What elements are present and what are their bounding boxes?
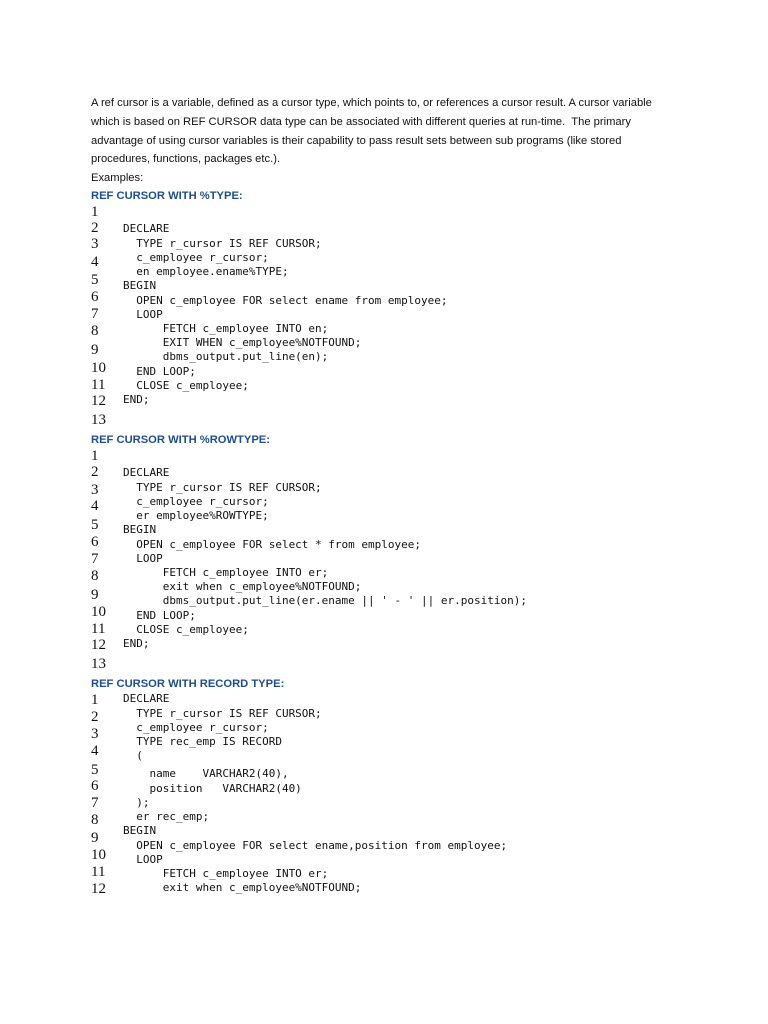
line-number: 13 <box>91 656 106 672</box>
code-line: CLOSE c_employee; <box>123 623 249 636</box>
line-number: 9 <box>91 587 99 603</box>
intro-line: advantage of using cursor variables is their capability to pass result sets between sub programs (like stored <box>91 134 622 147</box>
code-line: dbms_output.put_line(er.ename || ' - ' || er.position); <box>123 594 527 607</box>
code-line: BEGIN <box>123 523 157 536</box>
line-number: 4 <box>91 498 99 514</box>
code-line: name VARCHAR2(40), <box>123 767 289 780</box>
code-line: LOOP <box>123 552 163 565</box>
intro-line: procedures, functions, packages etc.). <box>91 153 281 166</box>
line-number: 11 <box>91 377 106 393</box>
code-line: exit when c_employee%NOTFOUND; <box>123 580 362 593</box>
code-line: c_employee r_cursor; <box>123 251 269 264</box>
code-line: TYPE r_cursor IS REF CURSOR; <box>123 237 322 250</box>
intro-line: A ref cursor is a variable, defined as a cursor type, which points to, or references a cursor result. A cursor variable <box>91 97 652 109</box>
line-number: 12 <box>91 881 106 897</box>
code-line: END LOOP; <box>123 365 196 378</box>
code-line: OPEN c_employee FOR select * from employee; <box>123 538 422 551</box>
code-line: c_employee r_cursor; <box>123 721 269 734</box>
code-line: exit when c_employee%NOTFOUND; <box>123 881 362 894</box>
line-number: 3 <box>91 726 99 742</box>
line-number: 7 <box>91 551 99 567</box>
code-line: END; <box>123 637 150 650</box>
line-number: 8 <box>91 568 99 584</box>
code-line: DECLARE <box>123 466 170 479</box>
line-number: 8 <box>91 812 99 828</box>
code-line: c_employee r_cursor; <box>123 495 269 508</box>
line-number: 13 <box>91 412 106 428</box>
examples-label: Examples: <box>91 172 144 184</box>
line-number: 12 <box>91 637 106 653</box>
code-line: FETCH c_employee INTO er; <box>123 566 329 579</box>
line-number: 7 <box>91 306 99 322</box>
line-number: 3 <box>91 236 99 252</box>
line-number: 1 <box>91 448 99 464</box>
line-number: 2 <box>91 220 99 236</box>
code-line: END LOOP; <box>123 609 196 622</box>
line-number: 1 <box>91 692 99 708</box>
line-number: 4 <box>91 743 99 759</box>
code-line: DECLARE <box>123 222 170 235</box>
line-number: 2 <box>91 464 99 480</box>
line-number: 6 <box>91 289 99 305</box>
code-line: DECLARE <box>123 692 170 705</box>
line-number: 10 <box>91 360 106 376</box>
line-number: 11 <box>91 864 106 880</box>
intro-line: which is based on REF CURSOR data type can be associated with different queries at run-time. The primary <box>91 115 631 128</box>
section-heading: REF CURSOR WITH %TYPE: <box>91 190 243 202</box>
line-number: 11 <box>91 621 106 637</box>
line-number: 10 <box>91 604 106 620</box>
code-line: FETCH c_employee INTO er; <box>123 867 329 880</box>
code-line: OPEN c_employee FOR select ename from employee; <box>123 294 448 307</box>
code-line: ); <box>123 796 150 809</box>
line-number: 10 <box>91 847 106 863</box>
line-number: 8 <box>91 323 99 339</box>
line-number: 9 <box>91 830 99 846</box>
code-line: LOOP <box>123 308 163 321</box>
code-line: EXIT WHEN c_employee%NOTFOUND; <box>123 336 362 349</box>
line-number: 5 <box>91 762 99 778</box>
intro-paragraph <box>91 94 691 169</box>
line-number: 6 <box>91 778 99 794</box>
code-line: END; <box>123 393 150 406</box>
code-line: TYPE r_cursor IS REF CURSOR; <box>123 481 322 494</box>
code-line: en employee.ename%TYPE; <box>123 265 289 278</box>
line-number: 2 <box>91 709 99 725</box>
code-line: position VARCHAR2(40) <box>123 782 302 795</box>
line-number: 7 <box>91 795 99 811</box>
line-number: 4 <box>91 254 99 270</box>
code-line: BEGIN <box>123 279 157 292</box>
code-line: TYPE rec_emp IS RECORD <box>123 735 282 748</box>
line-number: 5 <box>91 517 99 533</box>
section-heading: REF CURSOR WITH %ROWTYPE: <box>91 434 270 446</box>
code-line: ( <box>123 749 143 762</box>
code-line: dbms_output.put_line(en); <box>123 350 329 363</box>
line-number: 6 <box>91 534 99 550</box>
code-line: FETCH c_employee INTO en; <box>123 322 329 335</box>
code-line: er employee%ROWTYPE; <box>123 509 269 522</box>
line-number: 1 <box>91 204 99 220</box>
code-line: CLOSE c_employee; <box>123 379 249 392</box>
line-number: 9 <box>91 342 99 358</box>
code-line: TYPE r_cursor IS REF CURSOR; <box>123 707 322 720</box>
section-heading: REF CURSOR WITH RECORD TYPE: <box>91 678 285 690</box>
code-line: OPEN c_employee FOR select ename,position from employee; <box>123 839 508 852</box>
line-number: 12 <box>91 393 106 409</box>
code-line: BEGIN <box>123 824 157 837</box>
line-number: 5 <box>91 272 99 288</box>
code-line: LOOP <box>123 853 163 866</box>
code-line: er rec_emp; <box>123 810 210 823</box>
line-number: 3 <box>91 482 99 498</box>
